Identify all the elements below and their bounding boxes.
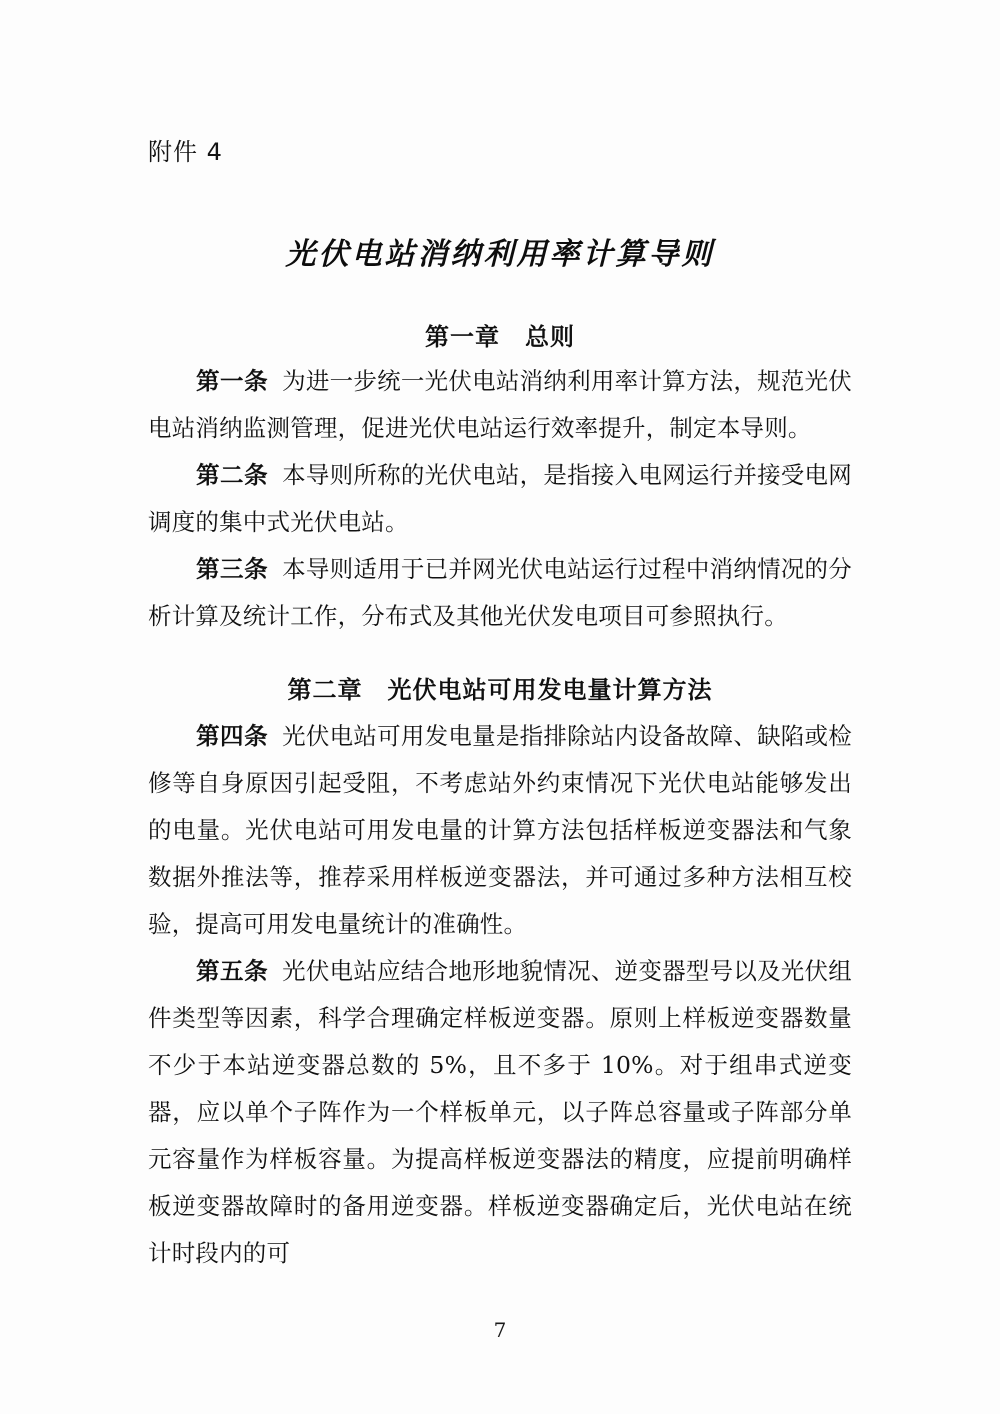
article-text-3: 本导则适用于已并网光伏电站运行过程中消纳情况的分析计算及统计工作，分布式及其他光伏发电项目可参照执行。 [148, 555, 852, 630]
article-number-5: 第五条 [196, 957, 269, 985]
page-title: 光伏电站消纳利用率计算导则 [285, 237, 715, 272]
article-paragraph-2 [148, 452, 852, 546]
article-number-2: 第二条 [196, 461, 269, 489]
article-text-4: 光伏电站可用发电量是指排除站内设备故障、缺陷或检修等自身原因引起受阻，不考虑站外约束情况下光伏电站能够发出的电量。光伏电站可用发电量的计算方法包括样板逆变器法和气象数据外推法等，推荐采用样板逆变器法，并可通过多种方法相互校验，提高可用发电量统计的准确性。 [148, 722, 852, 938]
article-text-1: 为进一步统一光伏电站消纳利用率计算方法，规范光伏电站消纳监测管理，促进光伏电站运行效率提升，制定本导则。 [148, 367, 852, 442]
attachment-label: 附件 4 [148, 138, 223, 166]
article-paragraph-3 [148, 546, 852, 640]
article-paragraph-1 [148, 358, 852, 452]
document-content [148, 0, 852, 1277]
article-text-5: 光伏电站应结合地形地貌情况、逆变器型号以及光伏组件类型等因素，科学合理确定样板逆变器。原则上样板逆变器数量不少于本站逆变器总数的 5%，且不多于 10%。对于组串式逆变器，应以单个子阵作为一个样板单元，以子阵总容量或子阵部分单元容量作为样板容量。为提高样板逆变器法的精度，应提前明确样板逆变器故障时的备用逆变器。样板逆变器确定后，光伏电站在统计时段内的可 [148, 957, 852, 1267]
chapter-2-heading: 第二章 光伏电站可用发电量计算方法 [287, 676, 713, 704]
article-text-2: 本导则所称的光伏电站，是指接入电网运行并接受电网调度的集中式光伏电站。 [148, 461, 852, 536]
chapter-1-heading: 第一章 总则 [425, 323, 575, 351]
article-paragraph-4 [148, 713, 852, 948]
page-number: 7 [493, 1318, 507, 1342]
article-paragraph-5 [148, 948, 852, 1277]
article-number-1: 第一条 [196, 367, 269, 395]
article-number-3: 第三条 [196, 555, 269, 583]
article-number-4: 第四条 [196, 722, 269, 750]
